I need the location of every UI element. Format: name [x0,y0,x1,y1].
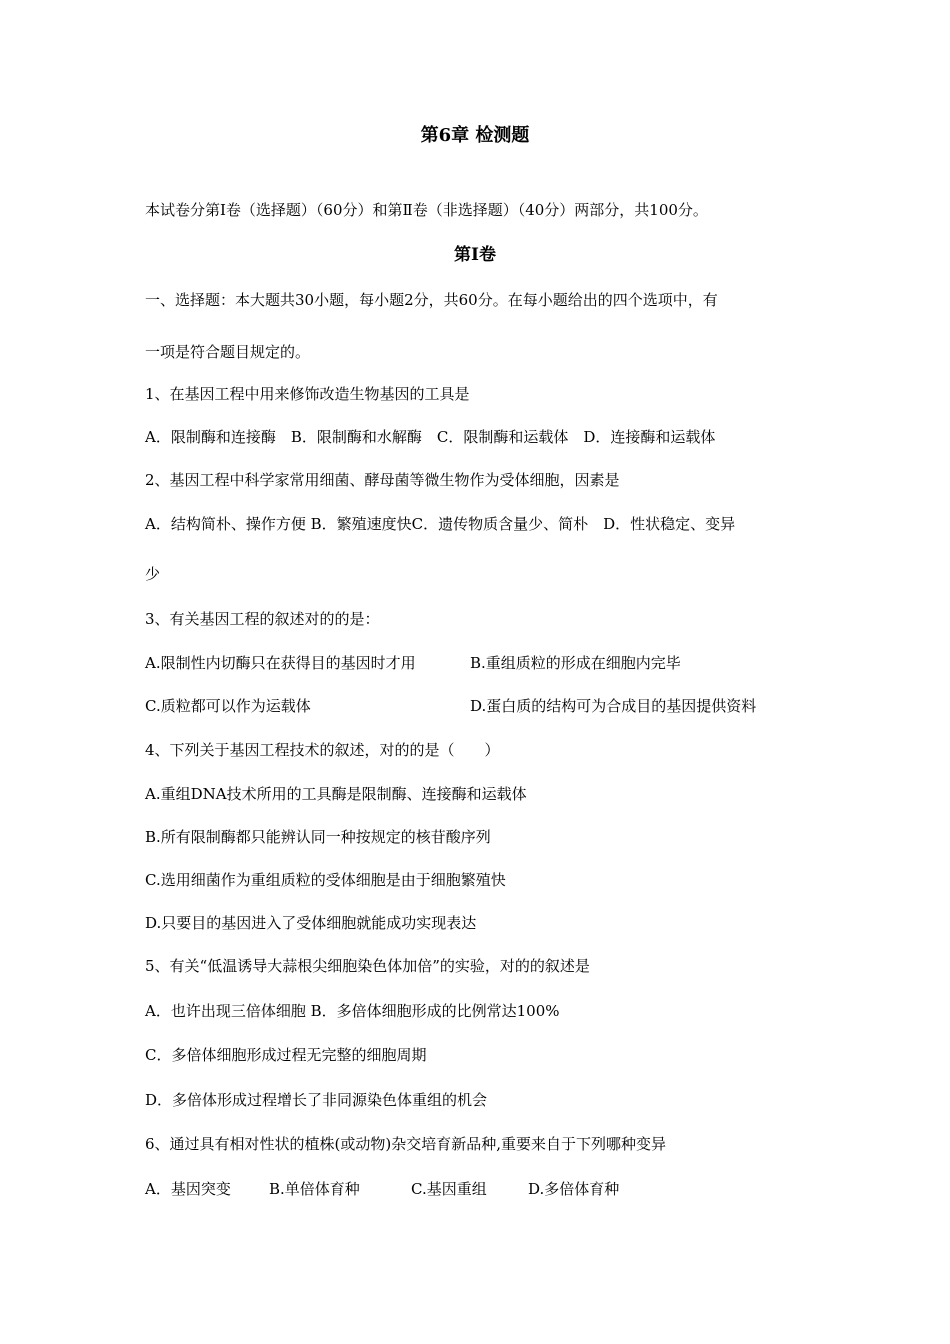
question-4-option-b: B.所有限制酶都只能辨认同一种按规定的核苷酸序列 [145,828,491,846]
question-6-option-a: A．基因突变 [145,1180,231,1198]
question-6-options [145,1179,619,1199]
section-title: 第Ⅰ卷 [454,245,496,265]
question-3-stem: 3、有关基因工程的叙述对的的是： [145,610,380,628]
question-4-option-d: D.只要目的基因进入了受体细胞就能成功实现表达 [145,914,477,932]
question-2-options-wrap: 少 [145,565,161,583]
question-1-stem: 1、在基因工程中用来修饰改造生物基因的工具是 [145,385,470,403]
question-5-option-d: D．多倍体形成过程增长了非同源染色体重组的机会 [145,1091,488,1109]
question-6-option-d: D.多倍体育种 [528,1180,620,1198]
question-3-option-b: B.重组质粒的形成在细胞内完毕 [470,654,681,672]
question-3-option-c: C.质粒都可以作为运载体 [145,697,311,715]
page-title: 第6章 检测题 [420,125,530,146]
question-6-stem: 6、通过具有相对性状的植株(或动物)杂交培育新品种,重要来自于下列哪种变异 [145,1135,667,1153]
instructions-line-2: 一项是符合题目规定的。 [145,343,311,361]
question-2-stem: 2、基因工程中科学家常用细菌、酵母菌等微生物作为受体细胞，因素是 [145,471,620,489]
exam-intro: 本试卷分第Ⅰ卷（选择题）（60分）和第Ⅱ卷（非选择题）（40分）两部分，共100分。 [145,201,708,219]
question-4-option-c: C.选用细菌作为重组质粒的受体细胞是由于细胞繁殖快 [145,871,506,889]
question-3-options-row-2 [145,696,756,716]
question-5-stem: 5、有关“低温诱导大蒜根尖细胞染色体加倍”的实验，对的的叙述是 [145,957,590,975]
question-4-option-a: A.重组DNA技术所用的工具酶是限制酶、连接酶和运载体 [145,785,527,803]
question-6-option-b: B.单倍体育种 [269,1180,360,1198]
question-4-stem: 4、下列关于基因工程技术的叙述，对的的是（ ） [145,741,500,759]
question-6-option-c: C.基因重组 [411,1180,487,1198]
question-3-option-d: D.蛋白质的结构可为合成目的基因提供资料 [470,697,757,715]
question-3-options-row-1 [145,653,681,673]
question-5-option-ab: A．也许出现三倍体细胞 B．多倍体细胞形成的比例常达100% [145,1002,560,1020]
question-5-option-c: C．多倍体细胞形成过程无完整的细胞周期 [145,1046,427,1064]
question-2-options: A．结构简朴、操作方便 B．繁殖速度快C．遗传物质含量少、简朴 D．性状稳定、变异 [145,515,736,533]
instructions-line-1: 一、选择题：本大题共30小题，每小题2分，共60分。在每小题给出的四个选项中，有 [145,291,718,309]
question-1-options: A．限制酶和连接酶 B．限制酶和水解酶 C．限制酶和运载体 D．连接酶和运载体 [145,428,716,446]
question-3-option-a: A.限制性内切酶只在获得目的基因时才用 [145,654,416,672]
